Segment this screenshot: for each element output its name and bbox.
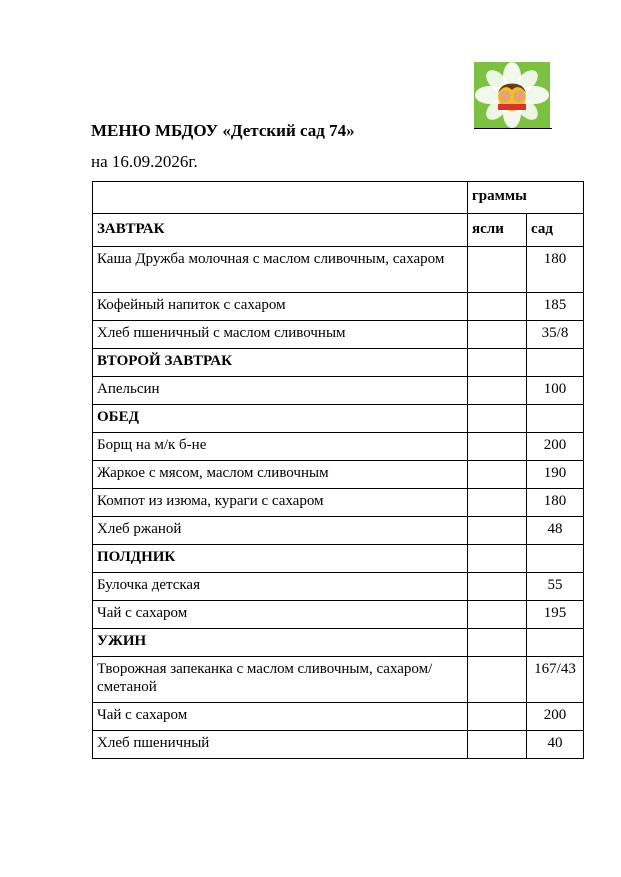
section-sad-cell	[527, 349, 584, 377]
section-title: УЖИН	[93, 629, 468, 657]
yasli-grams	[468, 703, 527, 731]
sad-grams: 48	[527, 517, 584, 545]
table-row	[93, 461, 584, 489]
menu-table	[92, 181, 584, 759]
dish-name: Хлеб пшеничный	[93, 731, 468, 759]
table-row	[93, 489, 584, 517]
table-row	[93, 247, 584, 293]
yasli-grams	[468, 731, 527, 759]
dish-name: Каша Дружба молочная с маслом сливочным, сахаром	[93, 247, 468, 293]
yasli-grams	[468, 657, 527, 703]
yasli-grams	[468, 461, 527, 489]
dish-name: Чай с сахаром	[93, 601, 468, 629]
section-sad-cell	[527, 629, 584, 657]
sad-grams: 185	[527, 293, 584, 321]
yasli-grams	[468, 601, 527, 629]
section-sad-cell	[527, 405, 584, 433]
dish-name: Творожная запеканка с маслом сливочным, сахаром/сметаной	[93, 657, 468, 703]
section-yasli-cell	[468, 349, 527, 377]
table-row	[93, 573, 584, 601]
yasli-grams	[468, 489, 527, 517]
sad-grams: 195	[527, 601, 584, 629]
breakfast-header-row	[93, 214, 584, 247]
section-title: ПОЛДНИК	[93, 545, 468, 573]
table-row	[93, 321, 584, 349]
table-row	[93, 731, 584, 759]
table-row	[93, 601, 584, 629]
page-title: МЕНЮ МБДОУ «Детский сад 74»	[91, 121, 355, 140]
sad-grams: 200	[527, 703, 584, 731]
section-title: ОБЕД	[93, 405, 468, 433]
yasli-grams	[468, 433, 527, 461]
col-yasli-header: ясли	[468, 214, 527, 247]
table-row	[93, 703, 584, 731]
section-yasli-cell	[468, 629, 527, 657]
section-row	[93, 405, 584, 433]
table-row	[93, 517, 584, 545]
kindergarten-logo-icon	[474, 62, 550, 128]
menu-date: на 16.09.2026г.	[91, 152, 198, 171]
header-blank-cell	[93, 182, 468, 214]
section-title: ВТОРОЙ ЗАВТРАК	[93, 349, 468, 377]
sad-grams: 180	[527, 247, 584, 293]
sad-grams: 35/8	[527, 321, 584, 349]
yasli-grams	[468, 247, 527, 293]
yasli-grams	[468, 321, 527, 349]
yasli-grams	[468, 573, 527, 601]
grams-header: граммы	[468, 182, 584, 214]
dish-name: Компот из изюма, кураги с сахаром	[93, 489, 468, 517]
dish-name: Хлеб пшеничный с маслом сливочным	[93, 321, 468, 349]
table-row	[93, 293, 584, 321]
sad-grams: 55	[527, 573, 584, 601]
dish-name: Булочка детская	[93, 573, 468, 601]
sad-grams: 40	[527, 731, 584, 759]
sad-grams: 190	[527, 461, 584, 489]
grams-header-row	[93, 182, 584, 214]
section-row	[93, 629, 584, 657]
sad-grams: 167/43	[527, 657, 584, 703]
table-row	[93, 657, 584, 703]
dish-name: Апельсин	[93, 377, 468, 405]
sad-grams: 100	[527, 377, 584, 405]
yasli-grams	[468, 517, 527, 545]
section-yasli-cell	[468, 405, 527, 433]
dish-name: Чай с сахаром	[93, 703, 468, 731]
dish-name: Кофейный напиток с сахаром	[93, 293, 468, 321]
yasli-grams	[468, 377, 527, 405]
dish-name: Жаркое с мясом, маслом сливочным	[93, 461, 468, 489]
table-row	[93, 433, 584, 461]
dish-name: Борщ на м/к б-не	[93, 433, 468, 461]
dish-name: Хлеб ржаной	[93, 517, 468, 545]
table-row	[93, 377, 584, 405]
section-title: ЗАВТРАК	[93, 214, 468, 247]
yasli-grams	[468, 293, 527, 321]
col-sad-header: сад	[527, 214, 584, 247]
section-sad-cell	[527, 545, 584, 573]
sad-grams: 200	[527, 433, 584, 461]
section-yasli-cell	[468, 545, 527, 573]
logo-underline	[474, 128, 552, 129]
section-row	[93, 349, 584, 377]
sad-grams: 180	[527, 489, 584, 517]
section-row	[93, 545, 584, 573]
